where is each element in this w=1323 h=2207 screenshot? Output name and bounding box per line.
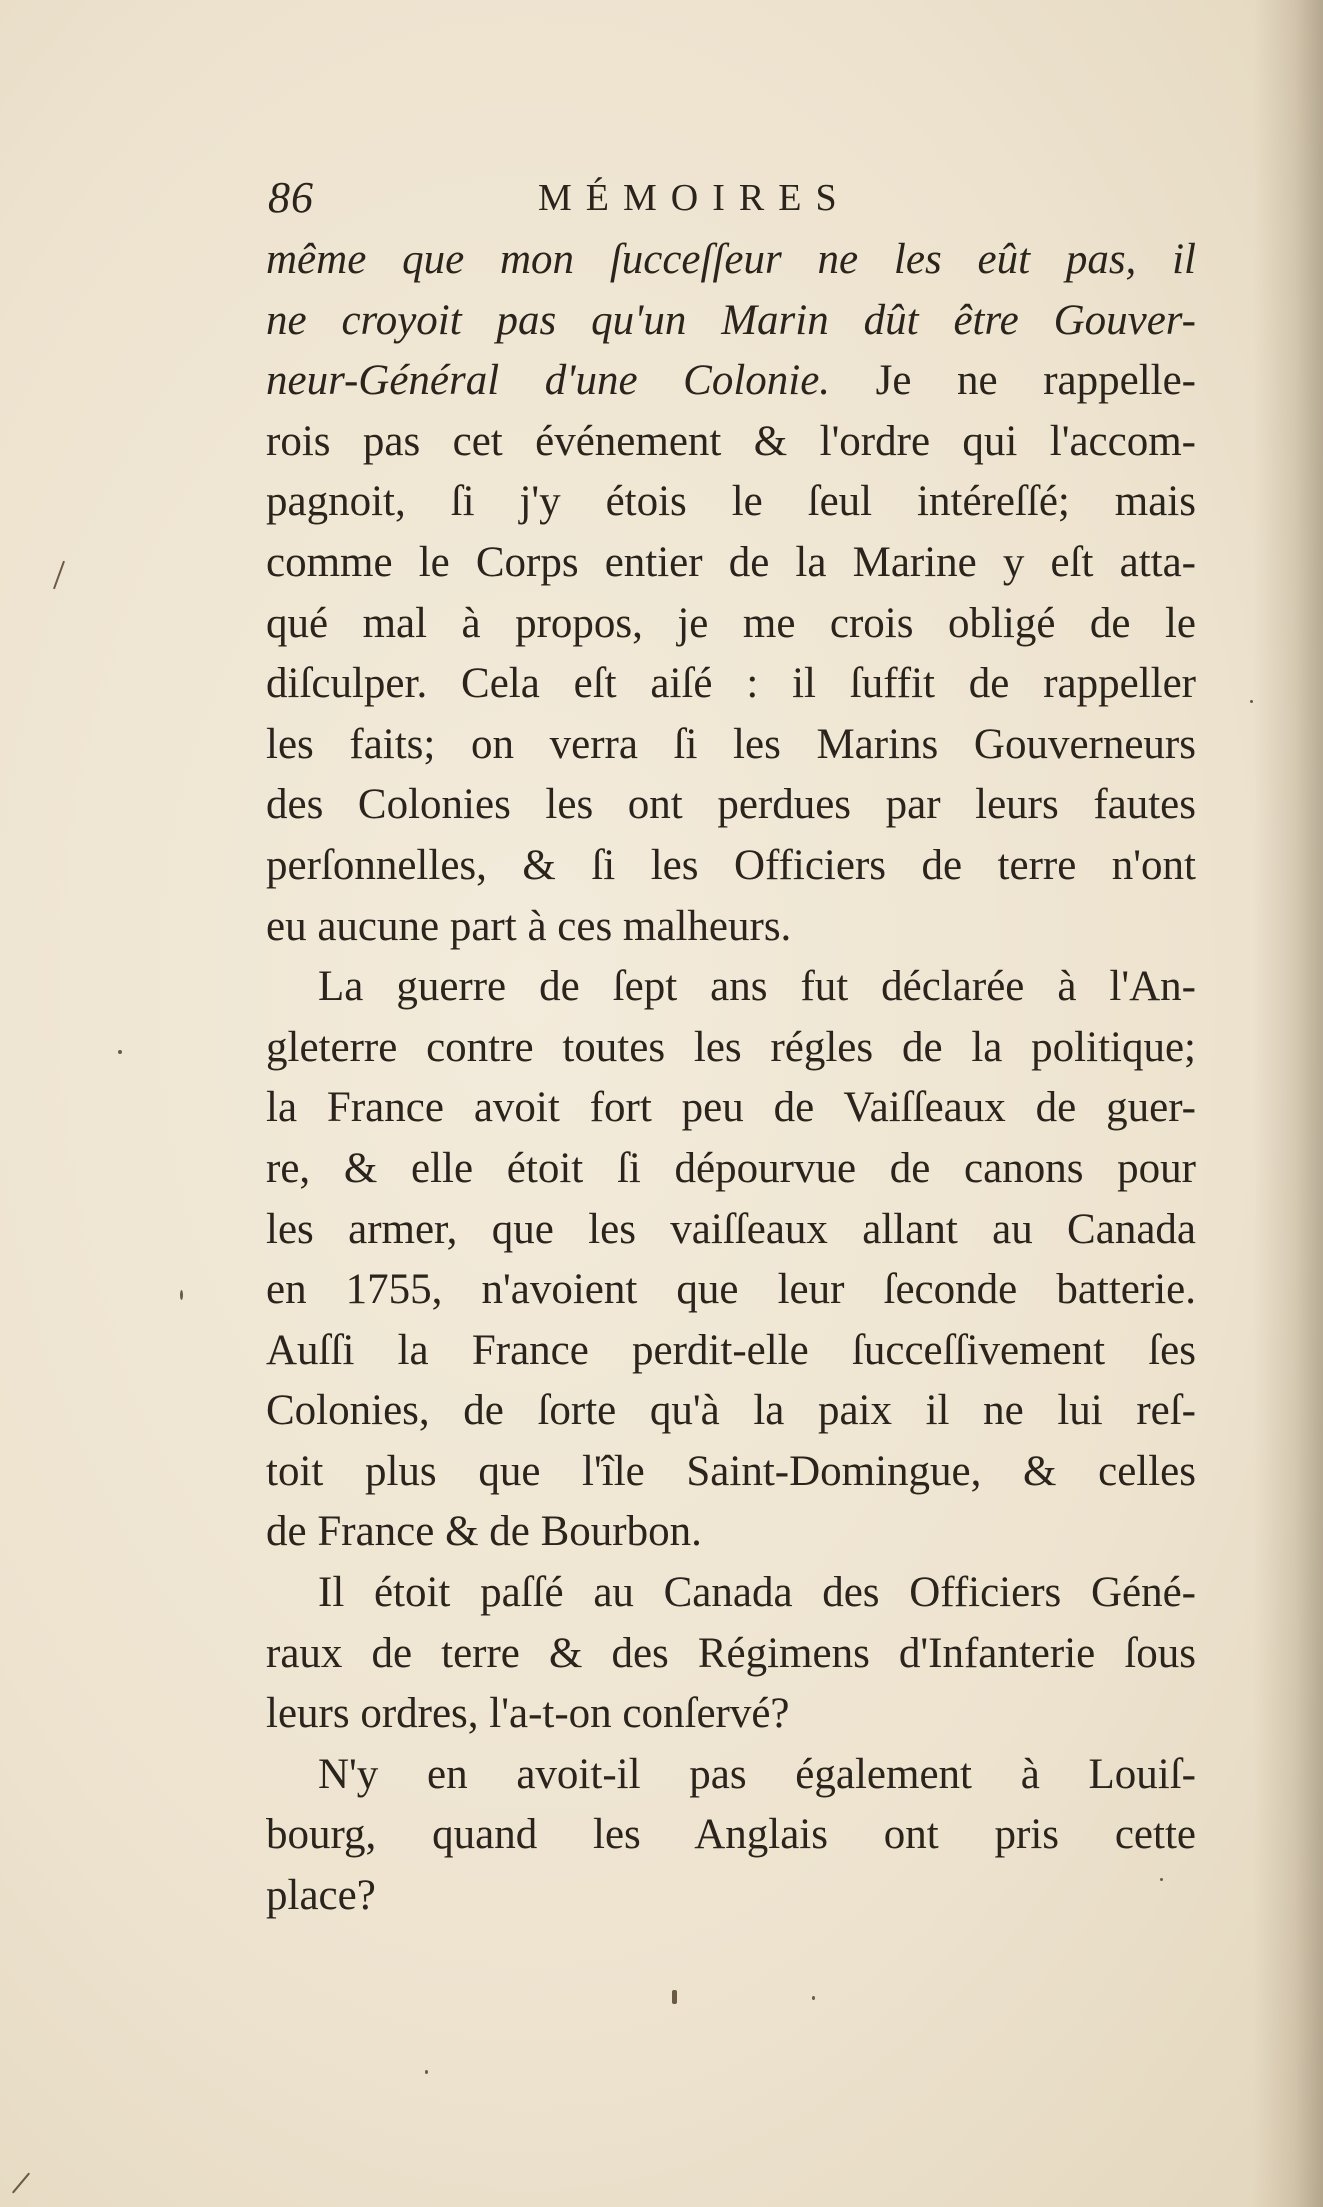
paper-speck	[180, 1290, 183, 1300]
paper-speck	[425, 2070, 428, 2074]
text-run: Je ne rappelle-	[830, 357, 1196, 405]
text-line	[266, 1381, 1196, 1442]
paper-speck	[118, 1050, 122, 1054]
text-line	[266, 715, 1196, 776]
paper-speck	[53, 561, 65, 590]
text-run: en 1755, n'avoient que leur ſeconde batterie.	[266, 1266, 1196, 1314]
text-run: N'y en avoit-il pas également à Louiſ-	[318, 1750, 1196, 1798]
text-line	[266, 836, 1196, 897]
text-line	[266, 1866, 1196, 1927]
text-run: leurs ordres, l'a-t-on conſervé?	[266, 1690, 790, 1738]
text-run: même que mon ſucceſſeur ne les eût pas, il	[266, 236, 1196, 283]
text-run: Il étoit paſſé au Canada des Officiers Géné-	[318, 1569, 1196, 1617]
text-run: Colonies, de ſorte qu'à la paix il ne lui reſ-	[266, 1387, 1196, 1435]
text-line	[266, 1502, 1196, 1563]
text-line	[266, 1260, 1196, 1321]
text-run: rois pas cet événement & l'ordre qui l'accom-	[266, 417, 1196, 465]
text-line	[266, 1745, 1196, 1806]
text-line	[266, 897, 1196, 958]
text-run: diſculper. Cela eſt aiſé : il ſuffit de rappeller	[266, 660, 1196, 708]
paper-speck	[812, 1996, 815, 2000]
paper-speck	[1250, 700, 1253, 703]
text-run: re, & elle étoit ſi dépourvue de canons pour	[266, 1144, 1196, 1192]
text-line	[266, 1684, 1196, 1745]
text-line	[266, 291, 1196, 352]
text-run: les armer, que les vaiſſeaux allant au Canada	[266, 1205, 1196, 1253]
text-line	[266, 230, 1196, 291]
page-header	[268, 172, 1208, 232]
page-gutter-shadow	[1253, 0, 1323, 2207]
paper-speck	[12, 2172, 30, 2193]
page-number: 86	[268, 173, 314, 222]
text-run: pagnoit, ſi j'y étois le ſeul intéreſſé; mais	[266, 478, 1196, 526]
text-line	[266, 1139, 1196, 1200]
text-line	[266, 1200, 1196, 1261]
text-run: la France avoit fort peu de Vaiſſeaux de guer-	[266, 1084, 1196, 1132]
paper-speck	[1160, 1878, 1163, 1881]
text-line	[266, 472, 1196, 533]
text-run: les faits; on verra ſi les Marins Gouverneurs	[266, 720, 1196, 768]
text-line	[266, 351, 1196, 412]
text-run: ne croyoit pas qu'un Marin dût être Gouver-	[266, 296, 1196, 344]
text-line	[266, 1624, 1196, 1685]
text-run: comme le Corps entier de la Marine y eſt atta-	[266, 538, 1196, 586]
text-run: eu aucune part à ces malheurs.	[266, 902, 792, 950]
text-line	[266, 1442, 1196, 1503]
text-line	[266, 654, 1196, 715]
text-run: perſonnelles, & ſi les Officiers de terre n'ont	[266, 841, 1196, 889]
text-line	[266, 1563, 1196, 1624]
text-run: de France & de Bourbon.	[266, 1508, 702, 1556]
text-run: raux de terre & des Régimens d'Infanterie ſous	[266, 1629, 1196, 1677]
text-run: toit plus que l'île Saint-Domingue, & celles	[266, 1447, 1196, 1495]
text-line	[266, 594, 1196, 655]
text-run: place?	[266, 1872, 376, 1920]
text-line	[266, 957, 1196, 1018]
text-line	[266, 533, 1196, 594]
text-line	[266, 1321, 1196, 1382]
text-line	[266, 1078, 1196, 1139]
text-line	[266, 775, 1196, 836]
text-run: La guerre de ſept ans fut déclarée à l'An-	[318, 963, 1196, 1011]
text-run: neur-Général d'une Colonie.	[266, 357, 831, 405]
text-run: gleterre contre toutes les régles de la politique;	[266, 1023, 1196, 1071]
text-line	[266, 412, 1196, 473]
running-head: MÉMOIRES	[538, 177, 851, 219]
paper-speck	[672, 1990, 677, 2004]
text-run: Auſſi la France perdit-elle ſucceſſivement ſes	[266, 1326, 1196, 1374]
text-run: bourg, quand les Anglais ont pris cette	[266, 1811, 1196, 1859]
text-line	[266, 1018, 1196, 1079]
text-run: des Colonies les ont perdues par leurs fautes	[266, 781, 1196, 829]
text-run: qué mal à propos, je me crois obligé de le	[266, 599, 1196, 647]
body-text	[266, 230, 1196, 1927]
text-line	[266, 1805, 1196, 1866]
